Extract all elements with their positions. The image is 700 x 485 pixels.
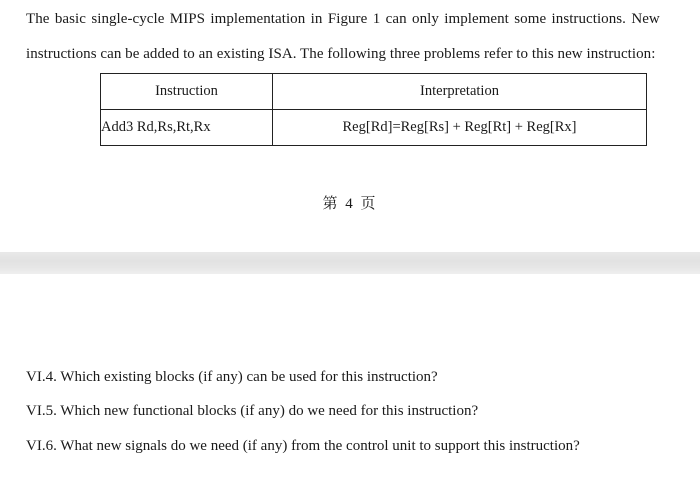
table-header-interpretation: Interpretation — [273, 74, 647, 110]
table-row — [101, 110, 647, 146]
question-vi-5: VI.5. Which new functional blocks (if any) do we need for this instruction? — [26, 403, 479, 419]
document-page-lower — [0, 274, 700, 485]
instruction-table — [100, 73, 647, 146]
intro-paragraph-line-1: The basic single-cycle MIPS implementation in Figure 1 can only implement some instructions. New — [26, 11, 660, 27]
intro-paragraph-line-2: instructions can be added to an existing ISA. The following three problems refer to this new instruction: — [26, 46, 656, 62]
table-header-row — [101, 74, 647, 110]
page-number: 第 4 页 — [322, 196, 378, 212]
table-header-instruction: Instruction — [101, 74, 273, 110]
question-vi-4: VI.4. Which existing blocks (if any) can be used for this instruction? — [26, 369, 438, 385]
page-separator — [0, 252, 700, 274]
table-cell-instruction: Add3 Rd,Rs,Rt,Rx — [101, 110, 273, 146]
table-cell-interpretation: Reg[Rd]=Reg[Rs] + Reg[Rt] + Reg[Rx] — [273, 110, 647, 146]
question-vi-6: VI.6. What new signals do we need (if any) from the control unit to support this instruction? — [26, 438, 580, 454]
